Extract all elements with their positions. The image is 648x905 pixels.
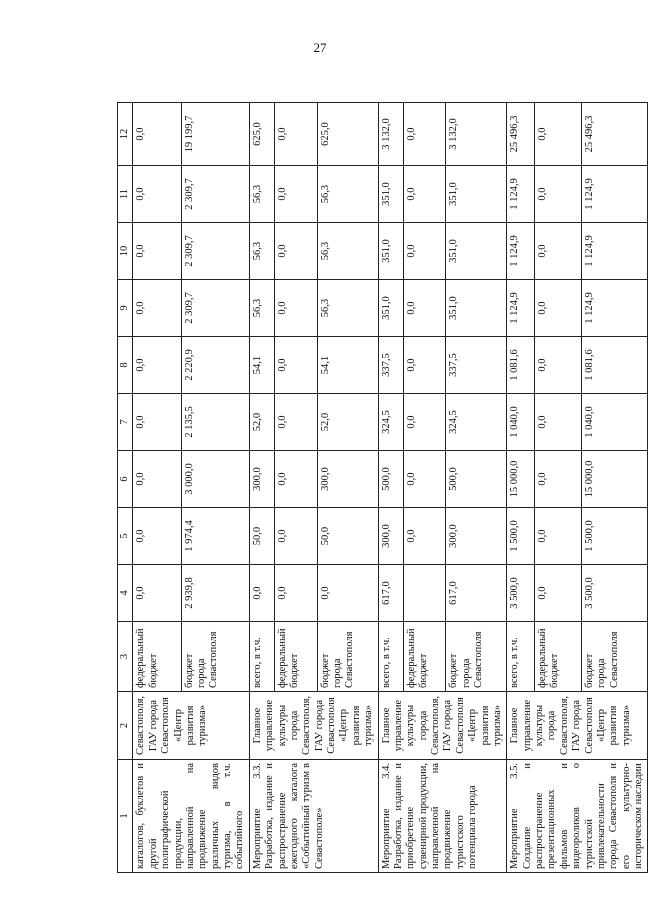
value-cell: 1 500,0 <box>507 508 534 565</box>
value-cell: 1 124,9 <box>581 166 648 223</box>
total-cell: 0,0 <box>403 103 446 166</box>
value-cell: 0,0 <box>403 508 446 565</box>
value-cell: 56,3 <box>249 166 274 223</box>
activity-cell: Мероприятие 3.4. Разработка, издание и приобретение сувенирной продукции, направленной на продвижение туристского потенциала города <box>378 760 507 873</box>
value-cell: 1 081,6 <box>581 337 648 394</box>
value-cell: 351,0 <box>446 280 507 337</box>
value-cell: 0,0 <box>403 451 446 508</box>
value-cell: 0,0 <box>274 223 317 280</box>
column-number: 12 <box>118 103 133 166</box>
value-cell: 0,0 <box>403 223 446 280</box>
value-cell: 351,0 <box>378 166 403 223</box>
total-cell: 25 496,3 <box>581 103 648 166</box>
value-cell: 324,5 <box>378 394 403 451</box>
value-cell: 1 040,0 <box>581 394 648 451</box>
value-cell: 0,0 <box>534 508 581 565</box>
value-cell: 56,3 <box>317 280 378 337</box>
value-cell: 15 000,0 <box>581 451 648 508</box>
value-cell: 500,0 <box>446 451 507 508</box>
value-cell: 0,0 <box>133 337 181 394</box>
column-number: 6 <box>118 451 133 508</box>
value-cell: 0,0 <box>274 451 317 508</box>
value-cell: 2 135,5 <box>181 394 249 451</box>
executor-cell: Севастополя, ГАУ города Севастополя «Центр развития туризма» <box>133 692 249 760</box>
value-cell: 337,5 <box>446 337 507 394</box>
column-number: 9 <box>118 280 133 337</box>
value-cell: 351,0 <box>446 166 507 223</box>
value-cell: 2 220,9 <box>181 337 249 394</box>
column-number: 5 <box>118 508 133 565</box>
value-cell: 300,0 <box>317 451 378 508</box>
table-row <box>133 103 181 873</box>
column-number: 11 <box>118 166 133 223</box>
value-cell: 0,0 <box>133 280 181 337</box>
funding-source-cell: всего, в т.ч. <box>378 622 403 692</box>
column-number: 4 <box>118 565 133 622</box>
funding-source-cell: всего, в т.ч. <box>249 622 274 692</box>
value-cell: 3 500,0 <box>507 565 534 622</box>
value-cell: 351,0 <box>378 223 403 280</box>
executor-cell: Главное управление культуры города Севастополя, ГАУ города Севастополя «Центр развития туризма» <box>249 692 378 760</box>
total-cell: 625,0 <box>249 103 274 166</box>
value-cell: 1 974,4 <box>181 508 249 565</box>
value-cell: 0,0 <box>274 337 317 394</box>
value-cell: 0,0 <box>274 508 317 565</box>
value-cell: 0,0 <box>133 451 181 508</box>
value-cell: 0,0 <box>133 166 181 223</box>
value-cell: 2 309,7 <box>181 223 249 280</box>
value-cell: 0,0 <box>534 565 581 622</box>
value-cell: 0,0 <box>534 451 581 508</box>
value-cell: 2 939,8 <box>181 565 249 622</box>
value-cell: 15 000,0 <box>507 451 534 508</box>
column-number: 2 <box>118 692 133 760</box>
total-cell: 625,0 <box>317 103 378 166</box>
value-cell: 0,0 <box>274 280 317 337</box>
value-cell: 0,0 <box>534 280 581 337</box>
value-cell: 3 000,0 <box>181 451 249 508</box>
value-cell: 0,0 <box>403 394 446 451</box>
value-cell: 50,0 <box>317 508 378 565</box>
value-cell: 1 500,0 <box>581 508 648 565</box>
value-cell: 324,5 <box>446 394 507 451</box>
value-cell: 0,0 <box>317 565 378 622</box>
value-cell: 56,3 <box>317 166 378 223</box>
value-cell: 0,0 <box>274 565 317 622</box>
value-cell: 300,0 <box>249 451 274 508</box>
total-cell: 0,0 <box>274 103 317 166</box>
value-cell: 56,3 <box>249 223 274 280</box>
executor-cell: Главное управление культуры города Севастополя, ГАУ города Севастополя «Центр развития туризма» <box>378 692 507 760</box>
funding-source-cell: бюджет города Севастополя <box>317 622 378 692</box>
rotated-table-container <box>117 103 644 873</box>
value-cell: 337,5 <box>378 337 403 394</box>
value-cell: 1 124,9 <box>507 280 534 337</box>
total-cell: 0,0 <box>133 103 181 166</box>
value-cell: 0,0 <box>133 508 181 565</box>
value-cell: 1 124,9 <box>581 223 648 280</box>
value-cell: 3 500,0 <box>581 565 648 622</box>
value-cell: 52,0 <box>317 394 378 451</box>
value-cell: 300,0 <box>446 508 507 565</box>
value-cell: 300,0 <box>378 508 403 565</box>
total-cell: 0,0 <box>534 103 581 166</box>
total-cell: 3 132,0 <box>446 103 507 166</box>
funding-source-cell: федеральный бюджет <box>534 622 581 692</box>
funding-source-cell: бюджет города Севастополя <box>181 622 249 692</box>
activity-cell: каталогов, буклетов и другой полиграфической продукции, направленной на продвижение различных видов туризма, в т.ч. событийного <box>133 760 249 873</box>
value-cell: 56,3 <box>249 280 274 337</box>
value-cell: 1 081,6 <box>507 337 534 394</box>
column-number: 8 <box>118 337 133 394</box>
value-cell: 0,0 <box>403 337 446 394</box>
total-cell: 25 496,3 <box>507 103 534 166</box>
budget-table <box>117 102 648 873</box>
value-cell: 54,1 <box>317 337 378 394</box>
executor-cell: Главное управление культуры города Севастополя, ГАУ города Севастополя «Центр развития туризма» <box>507 692 648 760</box>
column-number: 10 <box>118 223 133 280</box>
value-cell: 56,3 <box>317 223 378 280</box>
value-cell: 54,1 <box>249 337 274 394</box>
value-cell: 50,0 <box>249 508 274 565</box>
funding-source-cell: федеральный бюджет <box>403 622 446 692</box>
value-cell: 351,0 <box>446 223 507 280</box>
activity-cell: Мероприятие 3.3. Разработка, издание и распространение ежегодного каталога «Событийный туризм в Севастополе» <box>249 760 378 873</box>
value-cell: 0,0 <box>133 223 181 280</box>
activity-cell: Мероприятие 3.5. Создание и распространение презентационных фильмов и видеороликов о туристской привлекательности города Севастополя и его культурно-историческом наследии <box>507 760 648 873</box>
value-cell: 500,0 <box>378 451 403 508</box>
value-cell: 1 040,0 <box>507 394 534 451</box>
value-cell: 0,0 <box>534 394 581 451</box>
funding-source-cell: всего, в т.ч. <box>507 622 534 692</box>
value-cell: 1 124,9 <box>507 166 534 223</box>
value-cell: 0,0 <box>534 337 581 394</box>
total-cell: 3 132,0 <box>378 103 403 166</box>
total-cell: 19 199,7 <box>181 103 249 166</box>
table-row <box>249 103 274 873</box>
value-cell: 617,0 <box>378 565 403 622</box>
value-cell: 0,0 <box>274 394 317 451</box>
column-number-row <box>118 103 133 873</box>
value-cell: 2 309,7 <box>181 280 249 337</box>
value-cell: 52,0 <box>249 394 274 451</box>
value-cell: 351,0 <box>378 280 403 337</box>
value-cell: 0,0 <box>403 280 446 337</box>
funding-source-cell: бюджет города Севастополя <box>581 622 648 692</box>
column-number: 3 <box>118 622 133 692</box>
funding-source-cell: бюджет города Севастополя <box>446 622 507 692</box>
value-cell: 0,0 <box>534 223 581 280</box>
value-cell: 0,0 <box>274 166 317 223</box>
value-cell: 0,0 <box>133 565 181 622</box>
column-number: 1 <box>118 760 133 873</box>
value-cell: 617,0 <box>446 565 507 622</box>
funding-source-cell: федеральный бюджет <box>133 622 181 692</box>
value-cell: 0,0 <box>133 394 181 451</box>
table-row <box>507 103 534 873</box>
page-number: 27 <box>313 40 327 55</box>
value-cell: 1 124,9 <box>581 280 648 337</box>
table-row <box>378 103 403 873</box>
value-cell: 1 124,9 <box>507 223 534 280</box>
value-cell: 2 309,7 <box>181 166 249 223</box>
value-cell <box>403 565 446 622</box>
value-cell: 0,0 <box>249 565 274 622</box>
value-cell: 0,0 <box>403 166 446 223</box>
column-number: 7 <box>118 394 133 451</box>
funding-source-cell: федеральный бюджет <box>274 622 317 692</box>
value-cell: 0,0 <box>534 166 581 223</box>
